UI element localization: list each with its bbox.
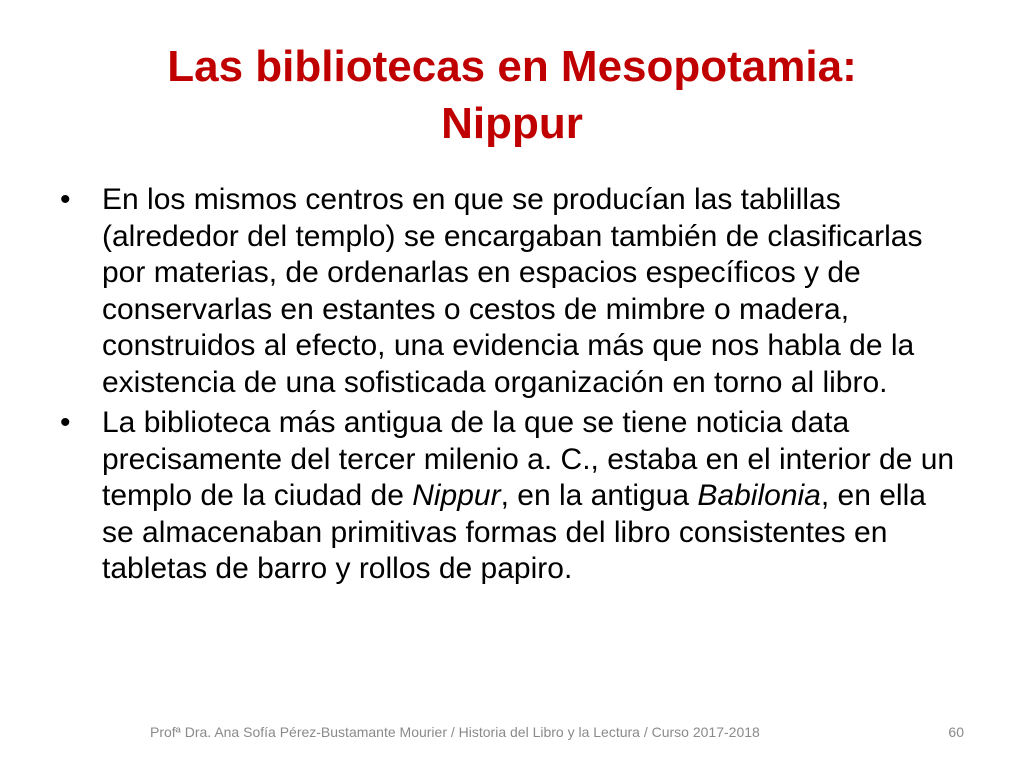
bullet-item	[60, 405, 960, 588]
bullet-item	[60, 182, 960, 401]
slide-footer	[0, 724, 1024, 744]
slide-title-line2: Nippur	[441, 99, 583, 148]
italic-place-name: Babilonia	[697, 479, 821, 512]
bullet-text-part: , en ella se almacenaban primitivas formas del libro consistentes en tabletas de barro y rollos de papiro.	[102, 479, 926, 585]
bullet-marker: •	[60, 183, 71, 216]
bullet-text-part: , en la antigua	[500, 479, 698, 512]
bullet-text: En los mismos centros en que se producían las tablillas (alrededor del templo) se encargaban también de clasificarlas por materias, de ordenarlas en espacios específicos y de conservarlas en estantes o cestos de mimbre o madera, construidos al efecto, una evidencia más que nos habla de la existencia de una sofisticada organización en torno al libro.	[102, 183, 923, 399]
bullet-text	[102, 406, 954, 585]
page-number: 60	[948, 724, 964, 740]
slide-title	[60, 38, 964, 152]
italic-place-name: Nippur	[412, 479, 501, 512]
bullet-list	[60, 182, 960, 592]
footer-text: Profª Dra. Ana Sofía Pérez-Bustamante Mourier / Historia del Libro y la Lectura / Curso 2017-2018	[150, 724, 760, 740]
bullet-marker: •	[60, 406, 71, 439]
slide-title-line1: Las bibliotecas en Mesopotamia:	[167, 42, 857, 91]
bullet-text-part: La biblioteca más antigua de la que se tiene noticia data precisamente del tercer milenio a. C., estaba en el interior de un templo de la ciudad de	[102, 406, 955, 512]
